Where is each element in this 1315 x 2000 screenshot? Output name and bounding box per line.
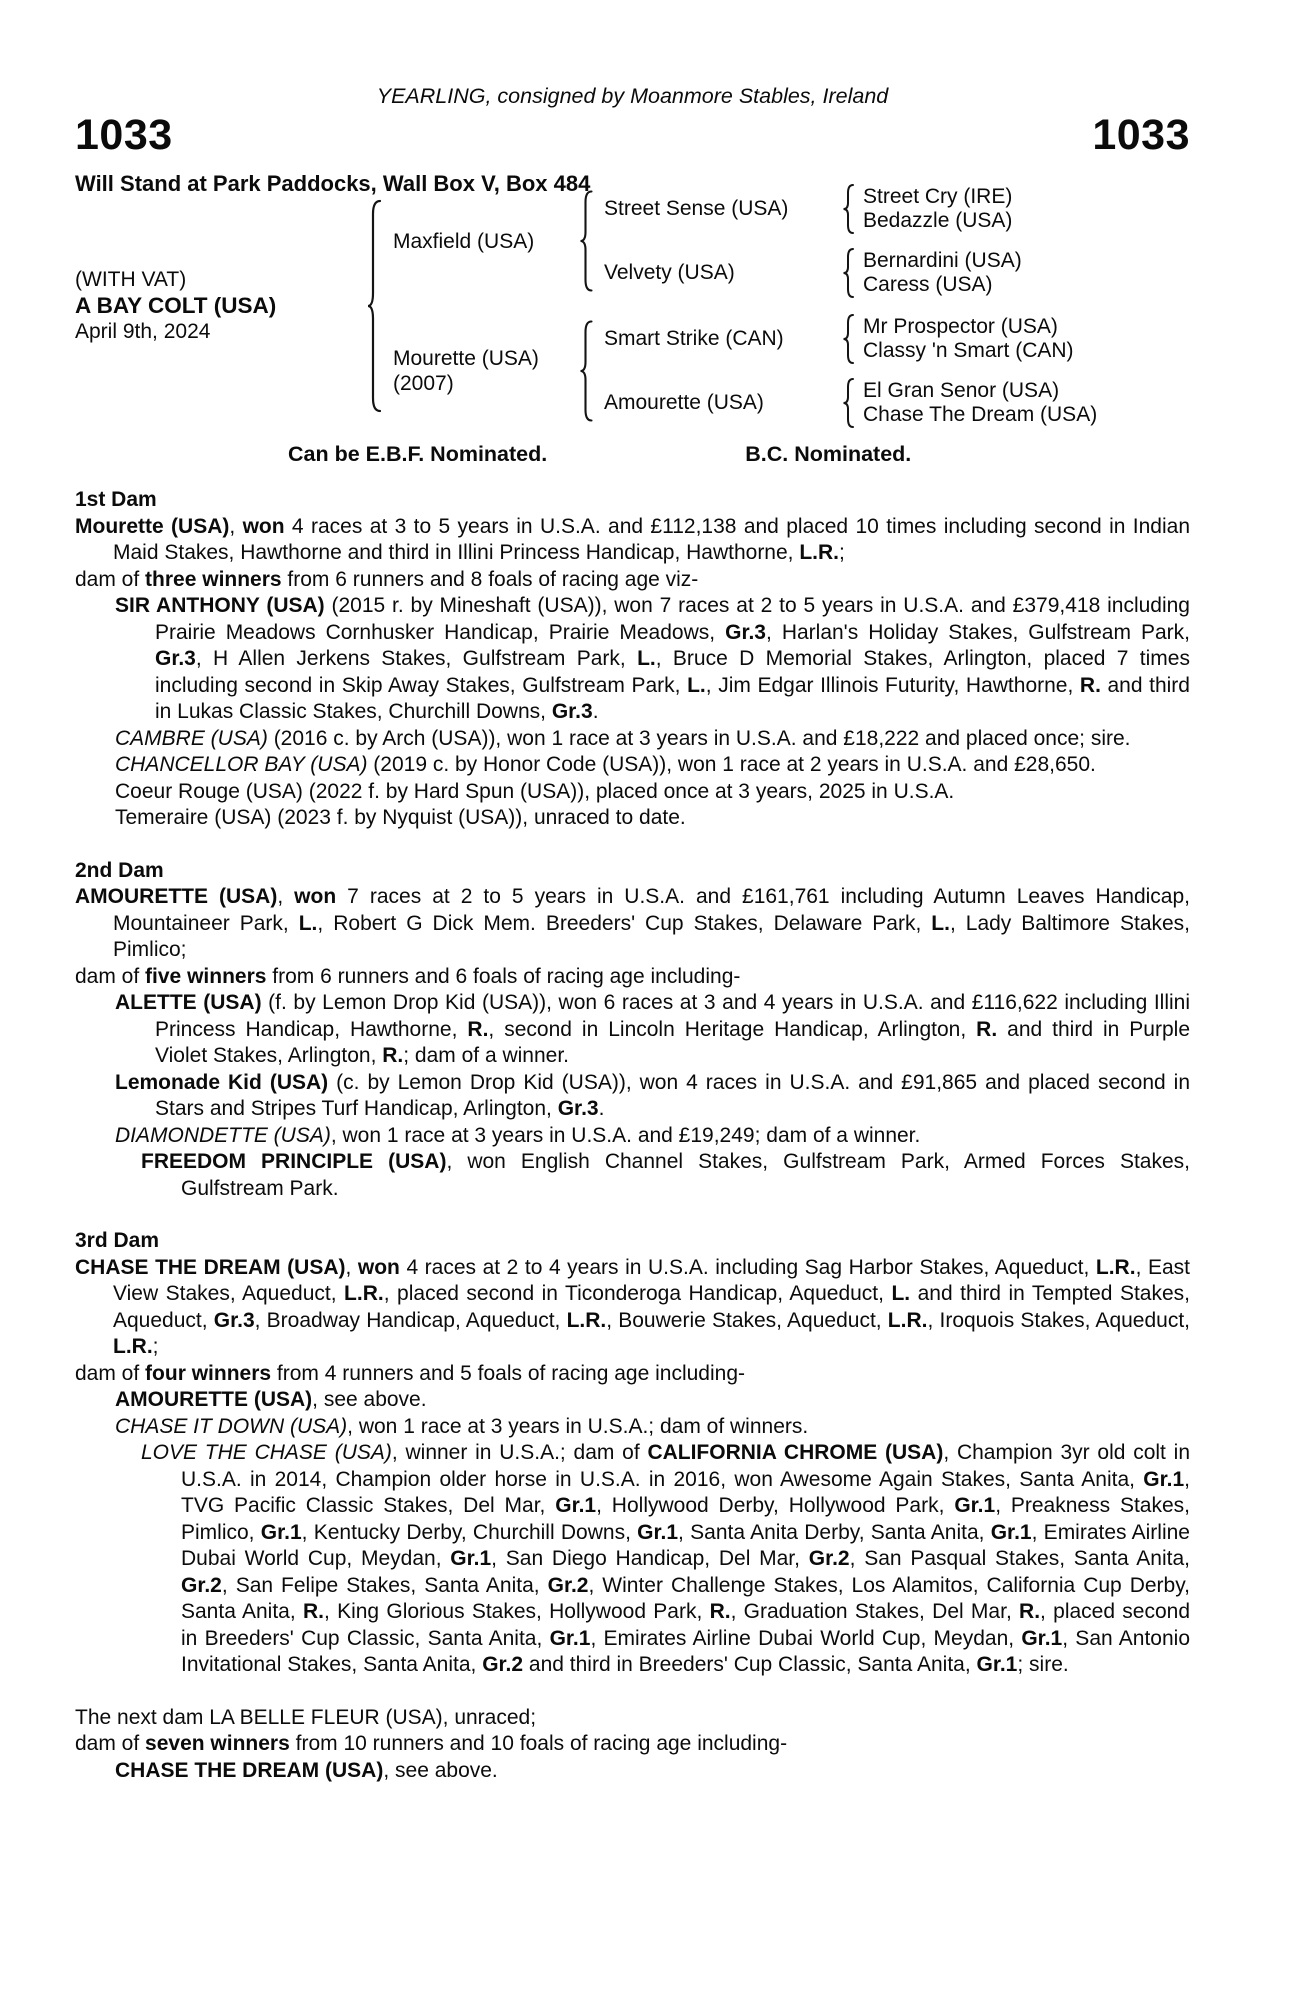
great-grandparent-name: Caress (USA) <box>863 273 993 296</box>
catalogue-paragraph: CHASE IT DOWN (USA), won 1 race at 3 years in U.S.A.; dam of winners. <box>115 1414 809 1438</box>
subject-name: A BAY COLT (USA) <box>75 293 277 318</box>
catalogue-paragraph: FREEDOM PRINCIPLE (USA), won English Channel Stakes, Gulfstream Park, Armed Forces Stakes, Gulfstream Park. <box>141 1150 1190 1200</box>
generation-2-column <box>383 183 1190 429</box>
great-grandparent-name: Street Cry (IRE) <box>863 185 1013 208</box>
catalogue-paragraph: Lemonade Kid (USA) (c. by Lemon Drop Kid (USA)), won 4 races in U.S.A. and £91,865 and placed second in Stars and Stripes Turf Handicap, Arlington, Gr.3. <box>115 1070 1191 1120</box>
dam-section-heading: 2nd Dam <box>75 858 164 882</box>
catalogue-paragraph: Temeraire (USA) (2023 f. by Nyquist (USA)), unraced to date. <box>115 806 686 829</box>
pedigree-brace-small <box>842 183 855 235</box>
dam-name-cell <box>383 346 579 396</box>
dam-section-heading: 3rd Dam <box>75 1229 160 1252</box>
catalogue-paragraph: SIR ANTHONY (USA) (2015 r. by Mineshaft (USA)), won 7 races at 2 to 5 years in U.S.A. and £379,418 including Prairie Meadows Cornhusker Handicap, Prairie Meadows, Gr.3, Harlan's Holiday Stakes, Gulfstream Park, Gr.3, H Allen Jerkens Stakes, Gulfstream Park, L., Bruce D Memorial Stakes, Arlington, placed 7 times including second in Skip Away Stakes, Gulfstream Park, L., Jim Edgar Illinois Futurity, Hawthorne, R. and third in Lukas Classic Stakes, Churchill Downs, Gr.3. <box>115 594 1190 723</box>
pedigree-tree <box>75 183 1190 429</box>
dam-section <box>75 1705 1190 1785</box>
great-grandparent-pair <box>855 249 1022 297</box>
catalogue-paragraph: CAMBRE (USA) (2016 c. by Arch (USA)), won 1 race at 3 years in U.S.A. and £18,222 and placed once; sire. <box>115 726 1131 750</box>
great-grandparent-pair <box>855 379 1097 427</box>
grandsire-branch <box>594 183 1190 235</box>
catalogue-paragraph: DIAMONDETTE (USA), won 1 race at 3 years in U.S.A. and £19,249; dam of a winner. <box>115 1123 921 1147</box>
great-grandparent-pair <box>855 315 1074 363</box>
lot-number-row <box>75 113 1190 157</box>
catalogue-paragraph: ALETTE (USA) (f. by Lemon Drop Kid (USA)), won 6 races at 3 and 4 years in U.S.A. and £116,622 including Illini Princess Handicap, Hawthorne, R., second in Lincoln Heritage Handicap, Arlington, R. and third in Purple Violet Stakes, Arlington, R.; dam of a winner. <box>115 991 1191 1067</box>
pedigree-text <box>75 487 1190 1784</box>
ebf-nomination: Can be E.B.F. Nominated. <box>288 442 548 466</box>
granddam-branch <box>594 377 1190 429</box>
catalogue-paragraph: CHASE THE DREAM (USA), see above. <box>115 1758 498 1782</box>
catalogue-paragraph: dam of five winners from 6 runners and 6 foals of racing age including- <box>75 964 741 988</box>
dam-section <box>75 858 1190 1203</box>
dam-section <box>75 1228 1190 1679</box>
great-grandparent-name: Classy 'n Smart (CAN) <box>863 339 1074 362</box>
catalogue-paragraph: Mourette (USA), won 4 races at 3 to 5 years in U.S.A. and £112,138 and placed 10 times including second in Indian Maid Stakes, Hawthorne and third in Illini Princess Handicap, Hawthorne, L.R.; <box>75 514 1190 564</box>
pedigree-brace-small <box>842 377 855 429</box>
subject-block <box>75 267 367 345</box>
damsire-branch <box>594 313 1190 365</box>
foaling-date: April 9th, 2024 <box>75 320 211 343</box>
dam-year: (2007) <box>393 372 454 395</box>
pedigree-brace-dam <box>579 319 594 423</box>
great-grandparent-name: Bedazzle (USA) <box>863 209 1013 232</box>
sire-grandparents <box>594 183 1190 299</box>
sire-granddam-branch <box>594 247 1190 299</box>
catalogue-paragraph: dam of seven winners from 10 runners and 10 foals of racing age including- <box>75 1732 788 1755</box>
dam-section-heading: 1st Dam <box>75 488 157 511</box>
sire-name-cell <box>383 229 579 254</box>
catalogue-paragraph: CHASE THE DREAM (USA), won 4 races at 2 to 4 years in U.S.A. including Sag Harbor Stakes, Aqueduct, L.R., East View Stakes, Aqueduct, L.R., placed second in Ticonderoga Handicap, Aqueduct, L. and third in Tempted Stakes, Aqueduct, Gr.3, Broadway Handicap, Aqueduct, L.R., Bouwerie Stakes, Aqueduct, L.R., Iroquois Stakes, Aqueduct, L.R.; <box>75 1255 1191 1358</box>
dam-section <box>75 487 1190 832</box>
sire-name: Maxfield (USA) <box>393 229 535 253</box>
pedigree-brace-small <box>842 313 855 365</box>
granddam-name: Amourette (USA) <box>604 391 764 414</box>
sire-branch <box>383 183 1190 299</box>
bc-nomination: B.C. Nominated. <box>745 442 912 466</box>
sire-granddam-name: Velvety (USA) <box>604 261 735 284</box>
catalogue-paragraph: AMOURETTE (USA), won 7 races at 2 to 5 years in U.S.A. and £161,761 including Autumn Leaves Handicap, Mountaineer Park, L., Robert G Dick Mem. Breeders' Cup Stakes, Delaware Park, L., Lady Baltimore Stakes, Pimlico; <box>75 885 1191 961</box>
lot-number-right: 1033 <box>1092 111 1190 159</box>
stand-location: Will Stand at Park Paddocks, Wall Box V, Box 484 <box>75 171 591 196</box>
lot-number-left: 1033 <box>75 111 173 159</box>
great-grandparent-name: Chase The Dream (USA) <box>863 403 1098 426</box>
dam-name: Mourette (USA) <box>393 347 539 370</box>
vat-note: (WITH VAT) <box>75 268 187 291</box>
great-grandparent-name: Mr Prospector (USA) <box>863 315 1058 338</box>
pedigree-brace-small <box>842 247 855 299</box>
pedigree-brace-main <box>367 198 383 414</box>
catalogue-paragraph: Coeur Rouge (USA) (2022 f. by Hard Spun (USA)), placed once at 3 years, 2025 in U.S.A. <box>115 779 955 803</box>
damsire-name: Smart Strike (CAN) <box>604 327 784 350</box>
dam-branch <box>383 313 1190 429</box>
nomination-row <box>75 441 1190 467</box>
great-grandparent-name: El Gran Senor (USA) <box>863 379 1060 402</box>
catalogue-paragraph: dam of three winners from 6 runners and 8 foals of racing age viz- <box>75 567 699 591</box>
catalogue-paragraph: AMOURETTE (USA), see above. <box>115 1388 427 1411</box>
catalogue-paragraph: LOVE THE CHASE (USA), winner in U.S.A.; dam of CALIFORNIA CHROME (USA), Champion 3yr old colt in U.S.A. in 2014, Champion older horse in U.S.A. in 2016, won Awesome Again Stakes, Santa Anita, Gr.1, TVG Pacific Classic Stakes, Del Mar, Gr.1, Hollywood Derby, Hollywood Park, Gr.1, Preakness Stakes, Pimlico, Gr.1, Kentucky Derby, Churchill Downs, Gr.1, Santa Anita Derby, Santa Anita, Gr.1, Emirates Airline Dubai World Cup, Meydan, Gr.1, San Diego Handicap, Del Mar, Gr.2, San Pasqual Stakes, Santa Anita, Gr.2, San Felipe Stakes, Santa Anita, Gr.2, Winter Challenge Stakes, Los Alamitos, California Cup Derby, Santa Anita, R., King Glorious Stakes, Hollywood Park, R., Graduation Stakes, Del Mar, R., placed second in Breeders' Cup Classic, Santa Anita, Gr.1, Emirates Airline Dubai World Cup, Meydan, Gr.1, San Antonio Invitational Stakes, Santa Anita, Gr.2 and third in Breeders' Cup Classic, Santa Anita, Gr.1; sire. <box>141 1441 1191 1676</box>
dam-grandparents <box>594 313 1190 429</box>
catalogue-paragraph: CHANCELLOR BAY (USA) (2019 c. by Honor Code (USA)), won 1 race at 2 years in U.S.A. and £28,650. <box>115 753 1096 776</box>
great-grandparent-pair <box>855 185 1012 233</box>
pedigree-brace-sire <box>579 189 594 293</box>
catalogue-paragraph: dam of four winners from 4 runners and 5 foals of racing age including- <box>75 1361 745 1385</box>
consignor-line: YEARLING, consigned by Moanmore Stables, Ireland <box>376 84 889 108</box>
great-grandparent-name: Bernardini (USA) <box>863 249 1022 272</box>
grandsire-name: Street Sense (USA) <box>604 197 789 220</box>
catalogue-paragraph: The next dam LA BELLE FLEUR (USA), unraced; <box>75 1705 537 1729</box>
